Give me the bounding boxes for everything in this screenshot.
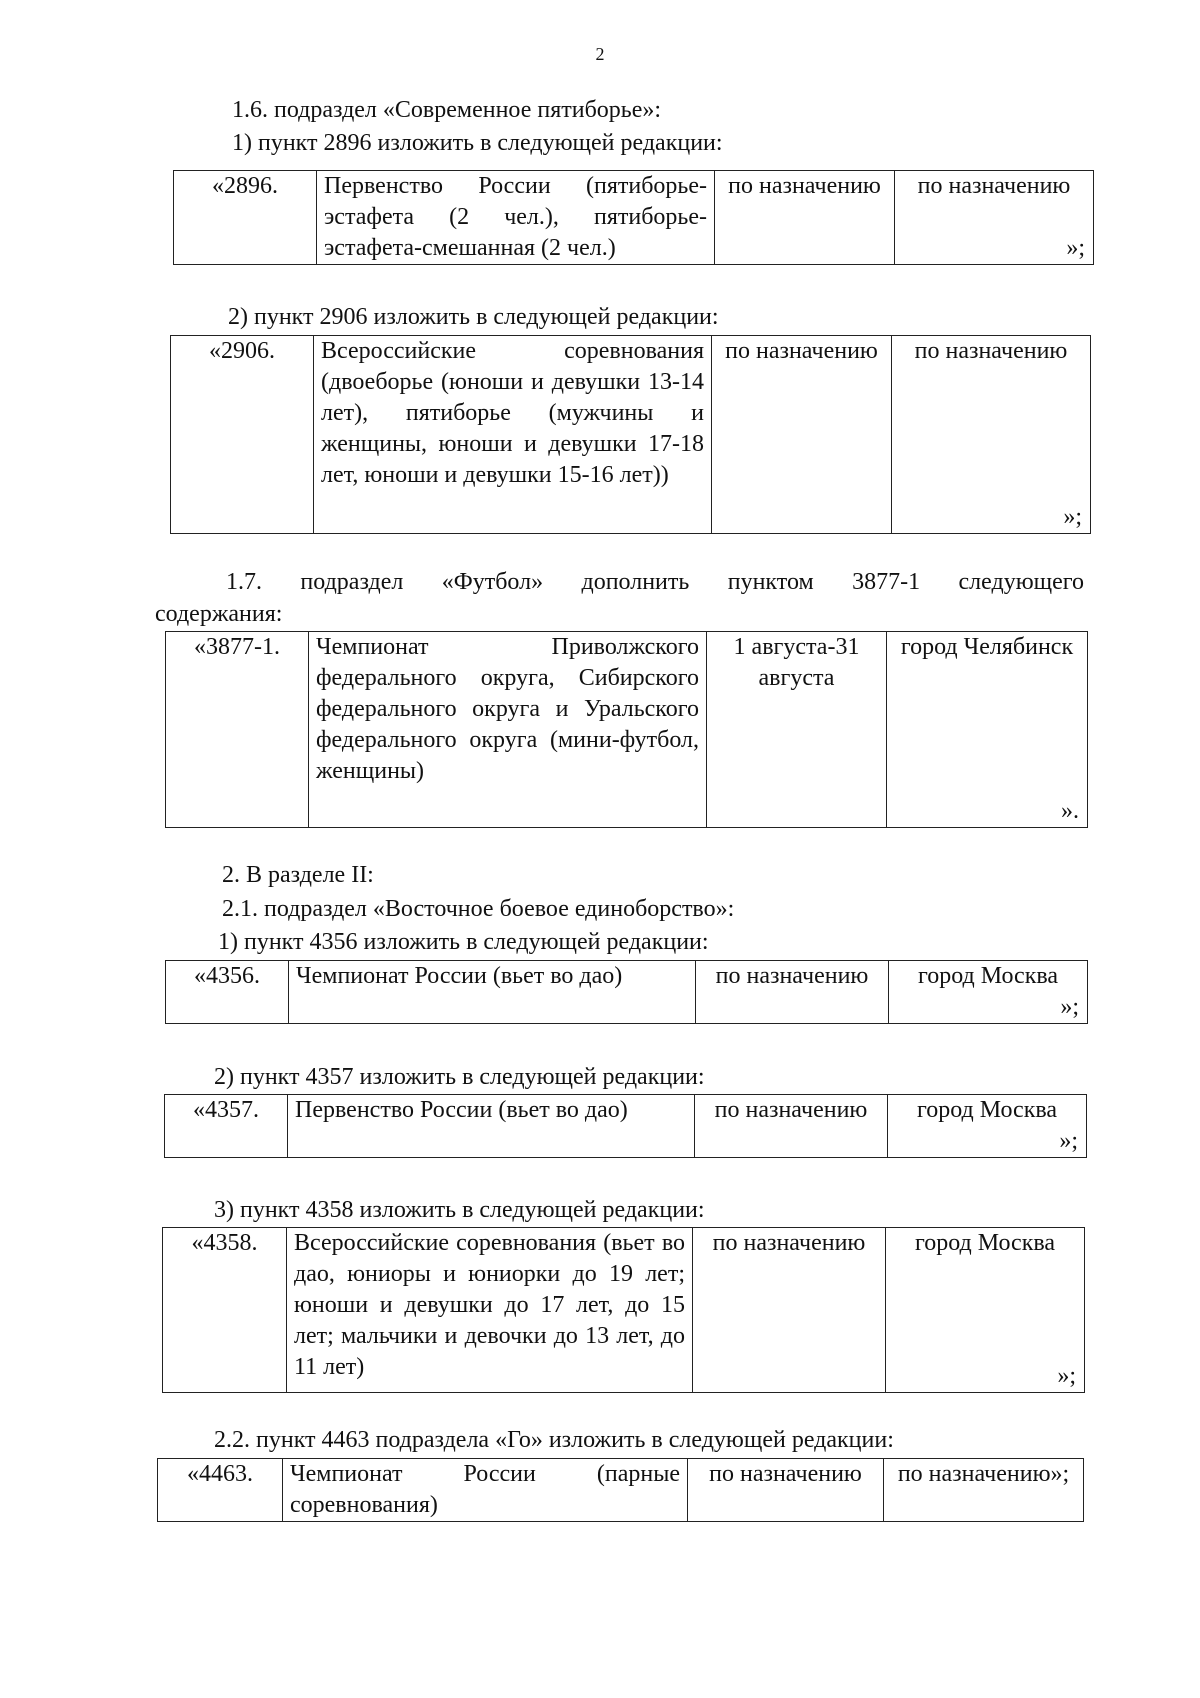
table-item-2896 (173, 170, 1094, 265)
item-place-text: город Челябинск (900, 634, 1074, 660)
item-place (887, 632, 1088, 828)
section-1-7-heading-cont: содержания: (155, 601, 283, 627)
table-item-4357 (164, 1094, 1087, 1158)
item-place-text: город Москва (914, 1230, 1056, 1256)
table-item-4356 (165, 960, 1088, 1024)
item-name: Всероссийские соревнования (вьет во дао, юниоры и юниорки до 19 лет; юноши и девушки до 17 лет, до 15 лет; мальчики и девочки до 13 лет, до 11 лет) (287, 1228, 693, 1393)
item-date: по назначению (693, 1228, 886, 1393)
table-row (174, 171, 1094, 265)
table-item-4463 (157, 1458, 1084, 1522)
item-place (889, 961, 1088, 1024)
item-place (888, 1095, 1087, 1158)
item-date: по назначению (696, 961, 889, 1024)
item-date: 1 августа-31 августа (707, 632, 887, 828)
item-number: «2906. (171, 336, 314, 534)
item-name: Первенство России (вьет во дао) (288, 1095, 695, 1158)
item-4356-instruction: 1) пункт 4356 изложить в следующей редакции: (218, 929, 709, 955)
item-date: по назначению (695, 1095, 888, 1158)
item-name: Чемпионат России (парные соревнования) (283, 1459, 688, 1522)
item-number: «3877-1. (166, 632, 309, 828)
table-row (163, 1228, 1085, 1393)
section-2-2-heading: 2.2. пункт 4463 подраздела «Го» изложить в следующей редакции: (214, 1427, 894, 1453)
item-number: «2896. (174, 171, 317, 265)
item-name: Чемпионат Приволжского федерального округа, Сибирского федерального округа и Уральского федерального округа (мини-футбол, женщины) (309, 632, 707, 828)
closing-quote: ». (1061, 798, 1079, 824)
item-date: по назначению (715, 171, 895, 265)
item-place-text: по назначению (917, 173, 1071, 199)
item-number: «4358. (163, 1228, 287, 1393)
item-place-text: город Москва (917, 963, 1059, 989)
item-place (892, 336, 1091, 534)
closing-quote: »; (1059, 1128, 1078, 1154)
table-row (166, 632, 1088, 828)
item-number: «4357. (165, 1095, 288, 1158)
item-number: «4356. (166, 961, 289, 1024)
table-row (166, 961, 1088, 1024)
closing-quote: »; (1066, 235, 1085, 261)
page-number: 2 (595, 44, 605, 64)
closing-quote: »; (1057, 1363, 1076, 1389)
item-place (884, 1459, 1084, 1522)
table-row (171, 336, 1091, 534)
closing-quote: »; (1050, 1461, 1070, 1487)
item-place-text: город Москва (916, 1097, 1058, 1123)
closing-quote: »; (1060, 994, 1079, 1020)
section-2-1-heading: 2.1. подраздел «Восточное боевое единоборство»: (222, 896, 735, 922)
section-2-heading: 2. В разделе II: (222, 862, 374, 888)
item-2906-instruction: 2) пункт 2906 изложить в следующей редакции: (228, 304, 719, 330)
item-number: «4463. (158, 1459, 283, 1522)
item-4357-instruction: 2) пункт 4357 изложить в следующей редакции: (214, 1064, 705, 1090)
item-date: по назначению (712, 336, 892, 534)
item-place-text: по назначению (914, 338, 1068, 364)
item-4358-instruction: 3) пункт 4358 изложить в следующей редакции: (214, 1197, 705, 1223)
item-place (895, 171, 1094, 265)
table-row (165, 1095, 1087, 1158)
table-item-3877-1 (165, 631, 1088, 828)
item-place (886, 1228, 1085, 1393)
section-1-6-heading: 1.6. подраздел «Современное пятиборье»: (232, 97, 662, 123)
closing-quote: »; (1063, 504, 1082, 530)
item-place-text: по назначению (897, 1461, 1051, 1487)
table-item-4358 (162, 1227, 1085, 1393)
table-row (158, 1459, 1084, 1522)
item-date: по назначению (688, 1459, 884, 1522)
section-1-7-heading: 1.7. подраздел «Футбол» дополнить пунктом 3877-1 следующего (226, 569, 1084, 595)
table-item-2906 (170, 335, 1091, 534)
item-name: Всероссийские соревнования (двоеборье (юноши и девушки 13-14 лет), пятиборье (мужчины и женщины, юноши и девушки 17-18 лет, юноши и девушки 15-16 лет)) (314, 336, 712, 534)
item-2896-instruction: 1) пункт 2896 изложить в следующей редакции: (232, 130, 723, 156)
item-name: Первенство России (пятиборье-эстафета (2 чел.), пятиборье-эстафета-смешанная (2 чел.) (317, 171, 715, 265)
item-name: Чемпионат России (вьет во дао) (289, 961, 696, 1024)
